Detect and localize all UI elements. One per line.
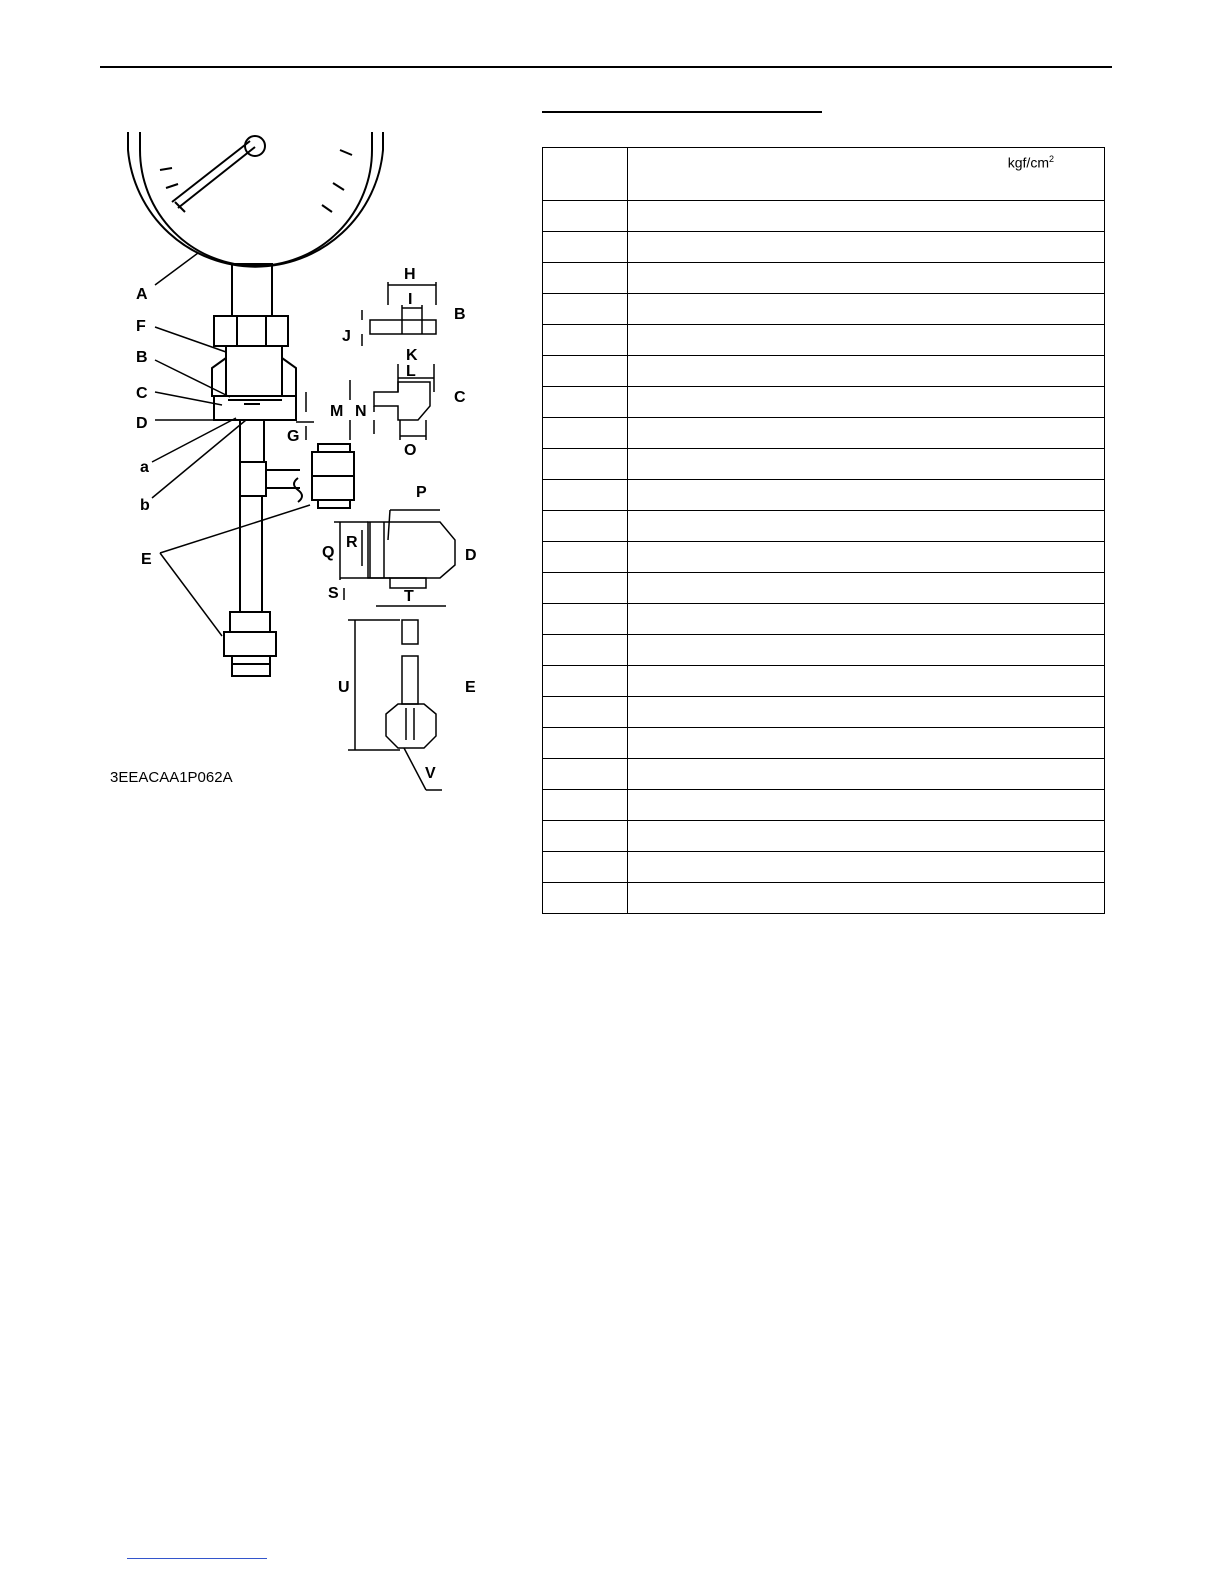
callout-K: K	[406, 347, 418, 364]
pressure-unit: kgf/$cm^2$	[1007, 154, 1054, 171]
table-cell-label	[543, 821, 628, 852]
table-cell-value	[628, 480, 1105, 511]
table-cell-label	[543, 232, 628, 263]
table-row	[543, 325, 1105, 356]
callout-P: P	[416, 484, 427, 501]
table-row	[543, 480, 1105, 511]
table-cell-value	[628, 790, 1105, 821]
specification-table	[542, 147, 1105, 914]
table-cell-value	[628, 697, 1105, 728]
table-cell-value	[628, 635, 1105, 666]
part-view-C: C	[454, 389, 466, 406]
table-cell-label	[543, 635, 628, 666]
footer-link-underline	[127, 1558, 267, 1559]
table-row	[543, 542, 1105, 573]
figure-code: 3EEACAA1P062A	[110, 769, 233, 786]
table-cell-label	[543, 511, 628, 542]
section-heading-underline	[542, 111, 822, 113]
table-header-cell	[628, 148, 1105, 201]
table-row	[543, 573, 1105, 604]
table-cell-value	[628, 201, 1105, 232]
callout-S: S	[328, 585, 339, 602]
table-cell-value	[628, 728, 1105, 759]
table-cell-value	[628, 418, 1105, 449]
table-cell-label	[543, 728, 628, 759]
table-row	[543, 263, 1105, 294]
table-cell-value	[628, 294, 1105, 325]
table-cell-value	[628, 356, 1105, 387]
callout-D: D	[136, 415, 148, 432]
callout-O: O	[404, 442, 417, 459]
callout-F: F	[136, 318, 146, 335]
table-row	[543, 666, 1105, 697]
callout-M: M	[330, 403, 344, 420]
table-cell-value	[628, 573, 1105, 604]
table-cell-label	[543, 790, 628, 821]
table-cell-label	[543, 573, 628, 604]
table-cell-label	[543, 201, 628, 232]
table-cell-value	[628, 883, 1105, 914]
table-cell-value	[628, 232, 1105, 263]
table-cell-label	[543, 356, 628, 387]
table-row	[543, 201, 1105, 232]
table-body	[543, 201, 1105, 914]
table-row	[543, 759, 1105, 790]
table-row	[543, 821, 1105, 852]
table-cell-value	[628, 666, 1105, 697]
callout-B: B	[136, 349, 148, 366]
callout-Q: Q	[322, 544, 335, 561]
callout-J: J	[342, 328, 351, 345]
callout-E: E	[141, 551, 152, 568]
table-cell-label	[543, 449, 628, 480]
table-cell-value	[628, 263, 1105, 294]
table-row	[543, 852, 1105, 883]
callout-R: R	[346, 534, 358, 551]
table-row	[543, 356, 1105, 387]
table-row	[543, 635, 1105, 666]
table-row	[543, 790, 1105, 821]
table-row	[543, 294, 1105, 325]
table-cell-label	[543, 542, 628, 573]
callout-C: C	[136, 385, 148, 402]
table-cell-value	[628, 325, 1105, 356]
callout-b: b	[140, 497, 150, 514]
table-row	[543, 511, 1105, 542]
table-row	[543, 604, 1105, 635]
table-row	[543, 883, 1105, 914]
table-cell-value	[628, 759, 1105, 790]
callout-H: H	[404, 266, 416, 283]
callout-L: L	[406, 363, 416, 380]
table-cell-label	[543, 387, 628, 418]
table-cell-value	[628, 511, 1105, 542]
gauge-dial	[128, 132, 383, 267]
table-cell-label	[543, 418, 628, 449]
callout-A: A	[136, 286, 148, 303]
table-row	[543, 728, 1105, 759]
table-row	[543, 449, 1105, 480]
callout-U: U	[338, 679, 350, 696]
table-row	[543, 232, 1105, 263]
table-cell-value	[628, 542, 1105, 573]
table-cell-label	[543, 294, 628, 325]
table-header-cell	[543, 148, 628, 201]
table-header-row	[543, 148, 1105, 201]
table-cell-label	[543, 325, 628, 356]
table-cell-label	[543, 883, 628, 914]
table-cell-label	[543, 480, 628, 511]
page-top-rule	[100, 66, 1112, 68]
table-row	[543, 418, 1105, 449]
table-row	[543, 387, 1105, 418]
part-view-B: B	[454, 306, 466, 323]
table-cell-value	[628, 852, 1105, 883]
table-row	[543, 697, 1105, 728]
part-view-D: D	[465, 547, 477, 564]
pressure-gauge-figure	[100, 125, 500, 800]
table-cell-label	[543, 604, 628, 635]
table-cell-value	[628, 387, 1105, 418]
callout-G: G	[287, 428, 300, 445]
part-view-E: E	[465, 679, 476, 696]
table-cell-label	[543, 697, 628, 728]
table-cell-label	[543, 263, 628, 294]
callout-a: a	[140, 459, 149, 476]
table-cell-label	[543, 759, 628, 790]
table-cell-label	[543, 852, 628, 883]
callout-N: N	[355, 403, 367, 420]
table-cell-value	[628, 449, 1105, 480]
callout-I: I	[408, 291, 413, 308]
table-cell-value	[628, 821, 1105, 852]
table-cell-value	[628, 604, 1105, 635]
callout-V: V	[425, 765, 436, 782]
table-cell-label	[543, 666, 628, 697]
callout-T: T	[404, 588, 414, 605]
